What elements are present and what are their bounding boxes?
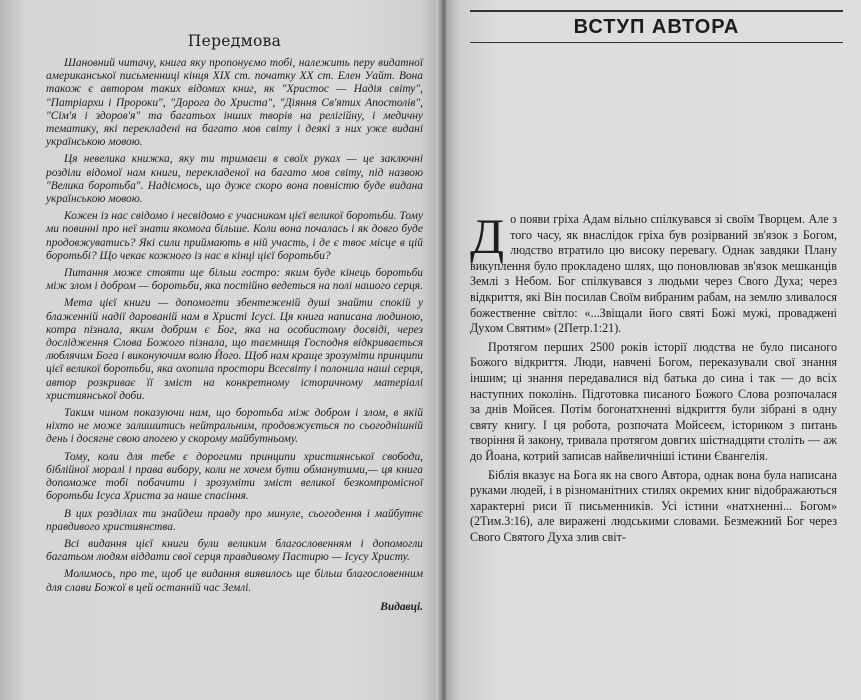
chapter-title: ВСТУП АВТОРА <box>470 12 843 43</box>
chapter-first-paragraph <box>470 208 837 337</box>
preface-paragraph: Молимось, про те, щоб це видання виявилось ще більш благословенним для слави Божої в цей останній час Землі. <box>46 568 423 594</box>
chapter-body <box>470 208 837 548</box>
right-page <box>446 0 861 700</box>
preface-paragraph: В цих розділах ти знайдеш правду про минуле, сьогодення і майбутнє правдивого християнства. <box>46 507 423 533</box>
preface-title: Передмова <box>187 32 282 50</box>
preface-paragraph: Мета цієї книги — допомогти збентеженій душі знайти спокій у блаженній надії дарованій нам в Христі Ісусі. Ця книга написана людиною, котра пізнала, яким добрим є Бог, яка на особистому досвіді, через дослідження Слова Божого пізнала, що таємниця Господня відкривається люблячим Бога і виконуючим волю Його. Щоб нам краще зрозуміти принципи цієї великої боротьби, яка охопила простори Всесвіту і полонила наші серця, автор розкриває її зміст на конкретному історичному матеріалі християнської доби. <box>46 297 423 402</box>
preface-paragraph: Питання може стояти ще більш гостро: яким буде кінець боротьби між злом і добром — боротьби, яка постійно ведеться на полі нашого серця. <box>46 267 423 293</box>
preface-paragraph: Всі видання цієї книги були великим благословенням і допомогли багатьом людям віддати свої серця правдивому Пастирю — Ісусу Христу. <box>46 537 423 564</box>
preface-paragraph: Таким чином показуючи нам, що боротьба між добром і злом, в якій ніхто не може залишитись нейтральним, продовжується по сьогоднішній день і досягне свою апогею у скорому майбутньому. <box>46 407 423 446</box>
drop-cap: Д <box>470 208 505 264</box>
preface-paragraph: Шановний читачу, книга яку пропонуємо тобі, належить перу видатної американської письменниці кінця XIX ст. початку XX ст. Елен Уайт. Вона також є автором таких відомих книг, як "Христос — Надія світу", "Патріархи і Пророки", "Дорога до Христа", "Діяння Св'ятих Апостолів", "Сім'я і здоров'я" та багатьох інших творів на релігійну, і медичну тематику, які перекладені на багато мов світу і деякі з них уже видані українською мовою. <box>46 57 423 149</box>
preface-paragraph: Тому, коли для тебе є дорогими принципи християнської свободи, біблійної моралі і права вибору, коли не хочем бути обманутими,— ця книга допоможе тобі побачити і зрозуміти зміст великої безкомпромісної боротьби Ісуса Христа за наше спасіння. <box>46 450 423 503</box>
chapter-paragraph: Біблія вказує на Бога як на свого Автора, однак вона була написана руками людей, і в різноманітних стилях окремих книг відображаються характерні риси її письменників. Усі істини «натхненні... Богом» (2Тим.3:16), але виражені людськими словами. Безмежний Бог через Свого Святого Духа злив світ- <box>470 467 837 544</box>
preface-paragraph: Кожен із нас свідомо і несвідомо є учасником цієї великої боротьби. Тому ми повинні про неї знати якомога більше. Коли вона почалась і як довго буде продовжуватись? Які сили приймають в ній участь, і де є твоє місце в цій боротьбі? Що чекає кожного із нас в кінці цієї боротьби? <box>46 210 423 262</box>
first-paragraph-text: о появи гріха Адам вільно спілкувався зі своїм Творцем. Але з того часу, як внаслідок гріха був розірваний зв'язок з Богом, людство втратило цю високу перевагу. Однак завдяки Плану викуплення було прокладено шлях, що поновлював зв'язок мешканців Землі з Небом. Бог спілкувався з людьми через Свого Духа; через відкриття, які Він посилав Своїм вибраним рабам, на землю зливалося божественне світло: «...Звіщали його святі Божі мужі, проваджені Духом Святим» (2Петр.1:21). <box>470 212 837 336</box>
preface-paragraph: Ця невелика книжка, яку ти тримаєш в своїх руках — це заключні розділи відомої нам книги, перекладеної на багато мов світу, під назвою "Велика боротьба". Надіємось, що дуже скоро вона повністю буде видана українською мовою. <box>46 153 423 206</box>
preface-signature: Видавці. <box>380 600 423 613</box>
chapter-paragraph: Протягом перших 2500 років історії людства не було писаного Божого відкриття. Люди, навчені Богом, переказували свої знання іншим; ці знання передавалися від батька до сина і так — до всіх наступних поколінь. Підготовка писаного Божого Слова розпочалася за днів Мойсея. Потім богонатхненні відкриття були зібрані в одну святу книгу. І ця робота, розпочата Мойсеєм, істориком з питань творіння й закону, тривала протягом довгих шістнадцяти століть — аж до Йоана, котрий записав найвеличніші істини Євангелія. <box>470 339 837 463</box>
